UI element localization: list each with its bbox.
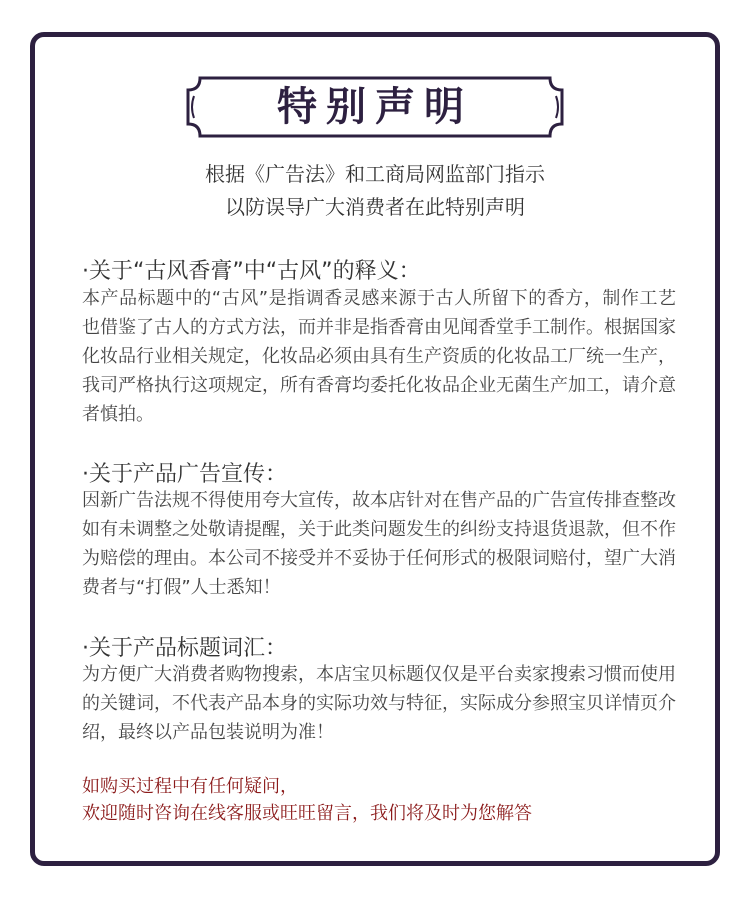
subtitle-line-1: 根据《广告法》和工商局网监部门指示 [205,162,545,186]
title-badge [186,76,564,138]
section-body-advertising: 因新广告法规不得使用夸大宣传，故本店针对在售产品的广告宣传排查整改如有未调整之处敬请提醒，关于此类问题发生的纠纷支持退货退款，但不作为赔偿的理由。本公司不接受并不妥协于任何形式的极限词赔付，望广大消费者与“打假”人士悉知！ [82,490,676,598]
section-heading-advertising: ·关于产品广告宣传： [82,462,287,487]
page-title: 特别声明 [277,84,473,130]
notice-line-2: 欢迎随时咨询在线客服或旺旺留言，我们将及时为您解答 [82,803,532,824]
section-heading-ancient-style: ·关于“古风香膏”中“古风”的释义： [82,259,421,284]
subtitle-line-2: 以防误导广大消费者在此特别声明 [225,195,525,219]
section-body-ancient-style: 本产品标题中的“古风”是指调香灵感来源于古人所留下的香方，制作工艺也借鉴了古人的方式方法，而并非是指香膏由见闻香堂手工制作。根据国家化妆品行业相关规定，化妆品必须由具有生产资质的化妆品工厂统一生产，我司严格执行这项规定，所有香膏均委托化妆品企业无菌生产加工，请介意者慎拍。 [82,288,676,425]
notice-line-1: 如购买过程中有任何疑问， [82,776,298,797]
section-body-title-keywords: 为方便广大消费者购物搜索，本店宝贝标题仅仅是平台卖家搜索习惯而使用的关键词，不代表产品本身的实际功效与特征，实际成分参照宝贝详情页介绍，最终以产品包装说明为准！ [82,664,676,743]
section-heading-title-keywords: ·关于产品标题词汇： [82,636,287,661]
